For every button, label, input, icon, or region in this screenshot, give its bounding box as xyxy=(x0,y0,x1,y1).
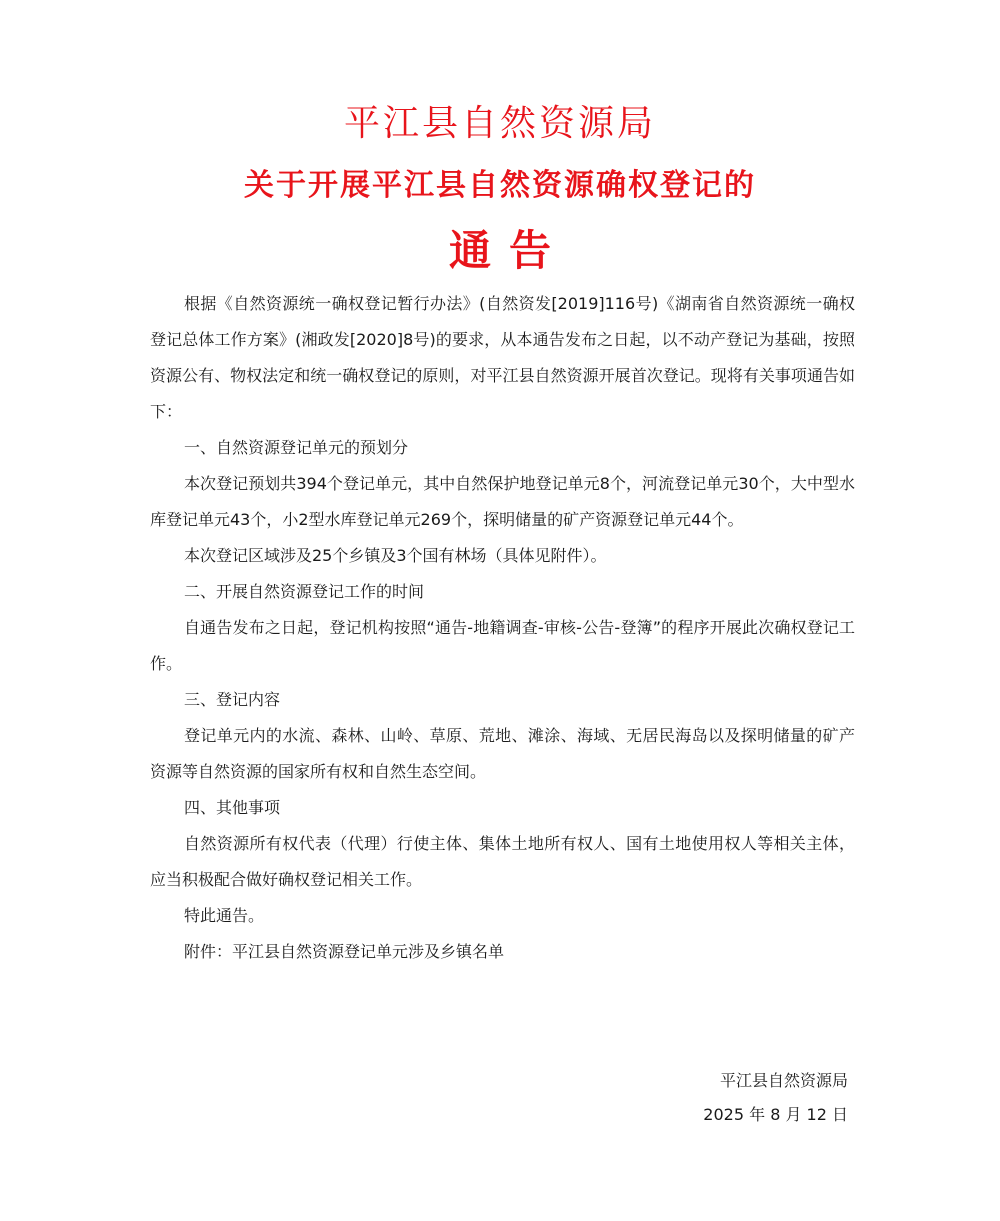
closing-line: 特此通告。 xyxy=(184,906,265,925)
intro-paragraph: 根据《自然资源统一确权登记暂行办法》(自然资发[2019]116号)《湖南省自然资源统一确权登记总体工作方案》(湘政发[2020]8号)的要求，从本通告发布之日起，以不动产登记为基础，按照资源公有、物权法定和统一确权登记的原则，对平江县自然资源开展首次登记。现将有关事项通告如下： xyxy=(150,294,855,421)
paragraph-time: 自通告发布之日起，登记机构按照“通告-地籍调查-审核-公告-登簿”的程序开展此次确权登记工作。 xyxy=(150,618,855,673)
section-heading-3: 三、登记内容 xyxy=(184,690,281,709)
issuer-title: 平江县自然资源局 xyxy=(343,103,656,144)
signature-date: 2025 年 8 月 12 日 xyxy=(703,1105,848,1124)
section-heading-4: 四、其他事项 xyxy=(184,798,281,817)
paragraph-units: 本次登记预划共394个登记单元，其中自然保护地登记单元8个，河流登记单元30个，大中型水库登记单元43个，小2型水库登记单元269个，探明储量的矿产资源登记单元44个。 xyxy=(150,474,855,529)
notice-subject-title: 关于开展平江县自然资源确权登记的 xyxy=(244,168,756,203)
attachment-line: 附件：平江县自然资源登记单元涉及乡镇名单 xyxy=(184,942,505,961)
paragraph-region: 本次登记区域涉及25个乡镇及3个国有林场（具体见附件）。 xyxy=(184,546,607,565)
signature-issuer: 平江县自然资源局 xyxy=(719,1071,848,1090)
paragraph-other: 自然资源所有权代表（代理）行使主体、集体土地所有权人、国有土地使用权人等相关主体，应当积极配合做好确权登记相关工作。 xyxy=(150,834,855,889)
notice-body xyxy=(150,286,855,970)
notice-heading: 通告 xyxy=(448,226,569,275)
section-heading-2: 二、开展自然资源登记工作的时间 xyxy=(184,582,425,601)
section-heading-1: 一、自然资源登记单元的预划分 xyxy=(184,438,409,457)
paragraph-content: 登记单元内的水流、森林、山岭、草原、荒地、滩涂、海域、无居民海岛以及探明储量的矿产资源等自然资源的国家所有权和自然生态空间。 xyxy=(150,726,855,781)
